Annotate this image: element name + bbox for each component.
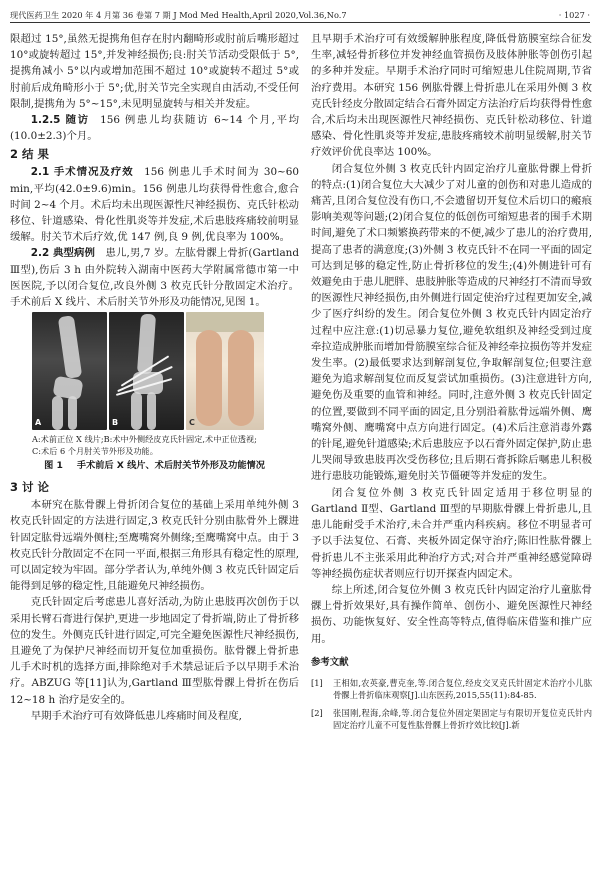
followup-paragraph xyxy=(10,112,299,144)
section-2-1-label: 2.1 手术情况及疗效 xyxy=(30,166,134,179)
section-1-2-5-label: 1.2.5 随访 xyxy=(30,114,90,127)
figure-number: 图 1 xyxy=(44,460,63,472)
discussion-paragraph-2: 克氏针固定后考虑患儿喜好活动,为防止患肢再次创伤于以采用长臂石膏进行保护,更进一步地固定了骨折端,防止了骨折移位的发生。外侧克氏针进行固定,可完全避免医源性尺神经损伤,且避免了为保护尺神经而切开复位加重损伤。肱骨髁上骨折患儿手术时机的选择方面,排除绝对手术禁忌证后予以早期手术治疗。ABZUG 等[11]认为,Gartland Ⅲ型肱骨髁上骨折在伤后 12~18 h 治疗是安全的。 xyxy=(10,596,299,706)
figure-note-line-2: C:术后 6 个月肘关节外形及功能。 xyxy=(32,446,158,457)
figure-note-line-1: A:术前正位 X 线片;B:术中外侧经皮克氏针固定,术中正位透视; xyxy=(32,434,257,445)
journal-citation: 现代医药卫生 2020 年 4 月第 36 卷第 7 期 J Mod Med Health,April 2020,Vol.36,No.7 xyxy=(10,10,347,20)
section-2-heading: 2 结 果 xyxy=(10,147,50,162)
followup-text: 156 例患儿均获随访 6~14 个月,平均(10.0±2.3)个月。 xyxy=(10,114,299,143)
discussion-continued-paragraph: 且早期手术治疗可有效缓解肿胀程度,降低骨筋膜室综合征发生率,减轻骨折移位并发神经血管损伤及肢体肿胀等创伤引起的多种并发症。早期手术治疗同时可缩短患儿住院周期,节省治疗费用。本研究 156 例肱骨髁上骨折患儿在采用外侧 3 枚克氏针经皮分散固定结合石膏外固定方法治疗后均获得骨性愈合,术后均未出现医源性尺神经损伤、克氏针松动移位、针道感染、骨化性肌炎等并发症,患肢疼痛较术前明显缓解,肘关节疗效评价优良率达 100%。 xyxy=(311,33,592,159)
photo-label-b: B xyxy=(112,418,119,428)
right-column xyxy=(311,31,592,736)
discussion-paragraph-1: 本研究在肱骨髁上骨折闭合复位的基础上采用单纯外侧 3 枚克氏针固定的方法进行固定,3 枚克氏针分别由肱骨外上髁进针固定肱骨远端外侧柱;至鹰嘴窝外侧缘;至鹰嘴窝中点。由于 3 枚克氏针分散固定不在同一平面,根据三角形具有稳定性的原理,可以固定较为牢固。部分学者认为,单纯外侧 3 枚克氏针固定后能得到足够的稳定性,且能避免尺神经损伤。 xyxy=(10,499,299,593)
criteria-paragraph: 限超过 15°,虽然无提携角但存在肘内翻畸形或肘前后嘴形超过 10°或旋转超过 15°,并发神经损伤;良:肘关节活动受限低于 5°,提携角减小 5°以内或增加范围不超过 10°或旋转不超过 5°或肘前后成角畸形小于 5°;优,肘关节完全实现自由活动,不受任何限制,提携角为 5°~15°,未见明显旋转与相关并发症。 xyxy=(10,33,299,110)
conclusion-paragraph: 综上所述,闭合复位外侧 3 枚克氏针内固定治疗儿童肱骨髁上骨折效果好,具有操作简单、创伤小、避免医源性尺神经损伤、功能恢复好、安全性高等特点,值得临床借鉴和推广应用。 xyxy=(311,583,592,645)
case-paragraph xyxy=(10,245,299,310)
running-header xyxy=(10,8,590,23)
intraop-fluoroscopy-image xyxy=(109,312,184,430)
section-3-heading: 3 讨 论 xyxy=(10,480,50,495)
reference-number: [2] xyxy=(311,707,323,718)
discussion-paragraph-3: 早期手术治疗可有效降低患儿疼痛时间及程度, xyxy=(30,709,242,722)
preop-xray-image xyxy=(32,312,107,430)
reference-item xyxy=(311,707,592,732)
technique-features-paragraph: 闭合复位外侧 3 枚克氏针内固定治疗儿童肱骨髁上骨折的特点:(1)闭合复位大大减少了对儿童的创伤和对患儿造成的痛苦,且闭合复位没有伤口,不会遗留切开复位术后切口的瘢痕影响美观等问题;(2)闭合复位的低创伤可缩短患者的围手术期时间,避免了术口频繁换药带来的不便,减少了患儿的治疗费用,提高了患者的满意度;(3)外侧 3 枚克氏针不在同一平面的固定可达到足够的稳定性,防止骨折移位的发生;(4)外侧进针可有效避免由于患儿肥胖、患肢肿胀等造成的尺神经打不清而导致的医源性尺神经损伤,由外侧进行固定使治疗过程更加安全,减少了医疗纠纷的发生。闭合复位外侧 3 枚克氏针内固定治疗过程中应注意:(1)切忌暴力复位,避免软组织及神经受到过度牵拉造成肿胀而增加骨筋膜室综合征及神经牵拉损伤等并发症发生率。(2)最低要求达到解剖复位,争取解剖复位;但要注意避免为追求解剖复位而反复尝试加重损伤。(3)注意进针方向,避免伤及重要的血管和神经。同时,注意外侧 3 枚克氏针固定的位置,要做到不同平面的固定,且分别沿着肱骨远端外侧、鹰嘴窝外侧、鹰嘴窝中点方向进行固定。(4)术后注意消毒外露的针尾,避免针道感染;术后患肢应予以石膏外固定保护,防止患儿哭闹导致患肢再次受伤移位;且后期石膏拆除后嘱患儿积极进行患肢功能锻炼,避免肘关节僵硬等并发症的发生。 xyxy=(311,162,592,483)
section-2-2-label: 2.2 典型病例 xyxy=(30,247,95,260)
figure-1 xyxy=(10,312,299,430)
reference-number: [1] xyxy=(311,677,323,688)
reference-item xyxy=(311,677,592,702)
case-text: 患儿,男,7 岁。左肱骨髁上骨折(Gartland Ⅲ型),伤后 3 h 由外院转入湖南中医药大学附属常德市第一中医医院,予以闭合复位,改良外侧 3 枚克氏针分散固定术治疗。手术前后 X 线片、术后肘关节外形及功能情况,见图 1。 xyxy=(10,247,299,309)
reference-text: 张国刚,程海,余峰,等.闭合复位外固定架固定与有限切开复位克氏针内固定治疗儿童不可复性肱骨髁上骨折疗效比较[J].新 xyxy=(333,707,592,730)
indications-paragraph: 闭合复位外侧 3 枚克氏针固定适用于移位明显的 Gartland Ⅱ型、Gartland Ⅲ型的早期肱骨髁上骨折患儿,且患儿能耐受手术治疗,未合并严重内科疾病。移位不明显者可予以手法复位、石膏、夹板外固定保守治疗;陈旧性肱骨髁上骨折患儿不主张采用此种治疗方式;对合并严重神经感觉障碍等神经损伤症状者则应行切开探查内固定术。 xyxy=(311,486,592,580)
left-column xyxy=(10,31,299,724)
figure-note xyxy=(32,433,299,457)
surgery-results-text: 156 例患儿手术时间为 30~60 min,平均(42.0±9.6)min。156 例患儿均获得骨性愈合,愈合时间 2~4 个月。术后均未出现医源性尺神经损伤、克氏针松动移位、针道感染、骨化性肌炎等并发症,术后患肢疼痛较前明显缓解。肘关节术后疗效,优 147 例,良 9 例,优良率为 100%。 xyxy=(10,166,299,244)
figure-caption-text: 手术前后 X 线片、术后肘关节外形及功能情况 xyxy=(76,460,265,472)
photo-label-a: A xyxy=(35,418,42,428)
surgery-results-paragraph xyxy=(10,164,299,245)
figure-caption xyxy=(10,458,299,474)
references-heading: 参考文献 xyxy=(311,656,349,668)
photo-label-c: C xyxy=(189,418,195,428)
postop-elbow-function-photo xyxy=(186,312,264,430)
page-number: · 1027 · xyxy=(558,10,590,20)
reference-text: 王相如,农英豪,曹克奎,等.闭合复位,经皮交叉克氏针固定术治疗小儿肱骨髁上骨折临床观察[J].山东医药,2015,55(11):84-85. xyxy=(333,677,592,701)
